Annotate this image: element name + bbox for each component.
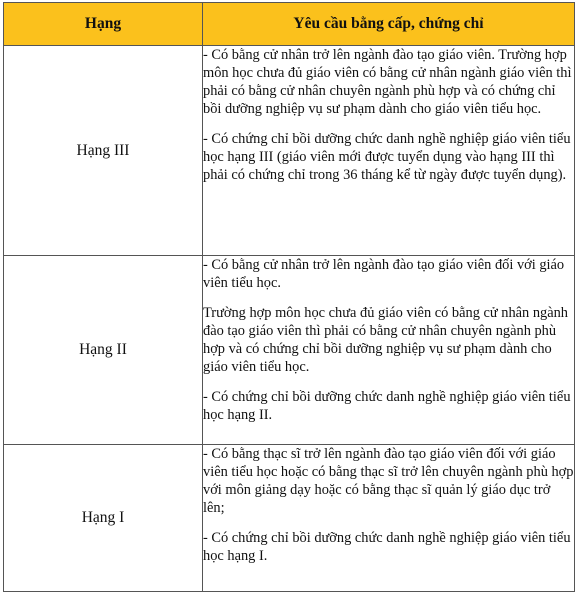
requirement-paragraph: Trường hợp môn học chưa đủ giáo viên có bằng cử nhân ngành đào tạo giáo viên thì phải có bằng cử nhân chuyên ngành phù hợp và có chứng chỉ bồi dưỡng nghiệp vụ sư phạm dành cho giáo viên tiểu học. bbox=[203, 305, 569, 375]
rank-cell: Hạng I bbox=[4, 445, 203, 592]
table-row bbox=[4, 445, 575, 592]
requirement-paragraph: - Có chứng chỉ bồi dưỡng chức danh nghề nghiệp giáo viên tiểu học hạng II. bbox=[203, 389, 571, 423]
header-rank: Hạng bbox=[4, 3, 203, 46]
requirement-paragraph: - Có bằng cử nhân trở lên ngành đào tạo giáo viên. Trường hợp môn học chưa đủ giáo viên có bằng cử nhân ngành giáo viên thì phải có bằng cử nhân chuyên ngành phù hợp và có chứng chỉ bồi dưỡng nghiệp vụ sư phạm dành cho giáo viên tiểu học. bbox=[203, 47, 572, 117]
requirement-paragraph: - Có chứng chỉ bồi dưỡng chức danh nghề nghiệp giáo viên tiểu học hạng I. bbox=[203, 530, 571, 564]
requirements-cell bbox=[203, 46, 575, 256]
table-row bbox=[4, 46, 575, 256]
header-requirements: Yêu cầu bằng cấp, chứng chỉ bbox=[203, 3, 575, 46]
qualification-table bbox=[3, 2, 575, 592]
requirements-cell bbox=[203, 445, 575, 592]
requirement-paragraph: - Có chứng chỉ bồi dưỡng chức danh nghề nghiệp giáo viên tiểu học hạng III (giáo viên mới được tuyển dụng vào hạng III thì phải có chứng chỉ trong 36 tháng kể từ ngày được tuyển dụng). bbox=[203, 131, 571, 183]
rank-cell: Hạng II bbox=[4, 256, 203, 445]
table-row bbox=[4, 256, 575, 445]
table-header-row bbox=[4, 3, 575, 46]
requirement-paragraph: - Có bằng cử nhân trở lên ngành đào tạo giáo viên đối với giáo viên tiểu học. bbox=[203, 257, 565, 291]
requirement-paragraph: - Có bằng thạc sĩ trở lên ngành đào tạo giáo viên đối với giáo viên tiểu học hoặc có bằng thạc sĩ trở lên chuyên ngành phù hợp với môn giảng dạy hoặc có bằng thạc sĩ quản lý giáo dục trở lên; bbox=[203, 446, 574, 516]
requirements-cell bbox=[203, 256, 575, 445]
rank-cell: Hạng III bbox=[4, 46, 203, 256]
